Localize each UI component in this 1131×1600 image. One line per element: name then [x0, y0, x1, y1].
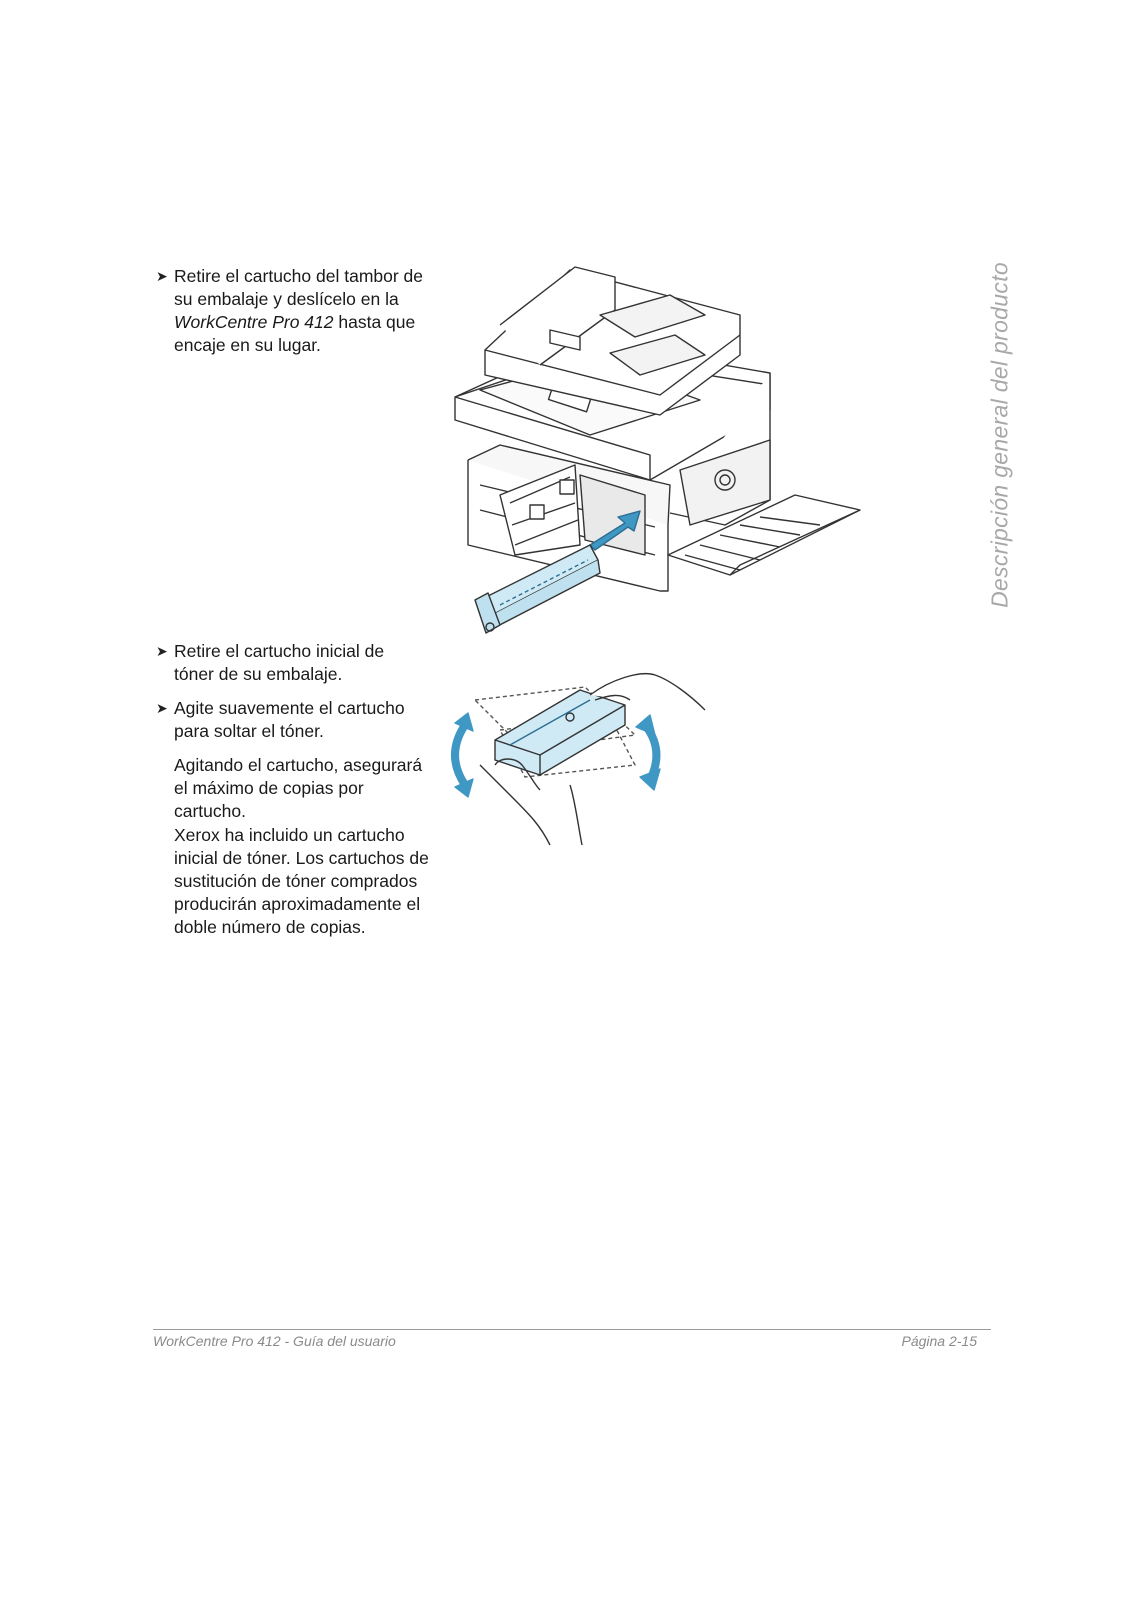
step-2 — [156, 640, 426, 686]
shake-toner-illustration — [440, 665, 720, 855]
arrow-bullet-icon: ➤ — [156, 643, 168, 659]
product-name: WorkCentre Pro 412 — [174, 312, 334, 332]
footer-page-number: Página 2-15 — [901, 1333, 977, 1349]
side-section-title: Descripción general del producto — [986, 262, 1013, 608]
footer-divider — [153, 1329, 991, 1330]
note-shaking: Agitando el cartucho, asegurará el máximo de copias por cartucho. — [174, 755, 423, 821]
step-3 — [156, 697, 426, 743]
footer-guide-title: WorkCentre Pro 412 - Guía del usuario — [153, 1333, 396, 1349]
step-1-text: Retire el cartucho del tambor de su embalaje y deslícelo en la WorkCentre Pro 412 hasta que encaje en su lugar. — [174, 266, 424, 355]
arrow-bullet-icon: ➤ — [156, 268, 168, 284]
step-3-text: Agite suavemente el cartucho para soltar el tóner. — [174, 698, 405, 741]
arrow-bullet-icon: ➤ — [156, 700, 168, 716]
step-2-text: Retire el cartucho inicial de tóner de su embalaje. — [174, 641, 385, 684]
printer-drum-illustration — [440, 255, 880, 655]
note-starter-cartridge: Xerox ha incluido un cartucho inicial de tóner. Los cartuchos de sustitución de tóner comprados producirán aproximadamente el doble número de copias. — [174, 825, 429, 937]
step-1 — [156, 265, 426, 357]
